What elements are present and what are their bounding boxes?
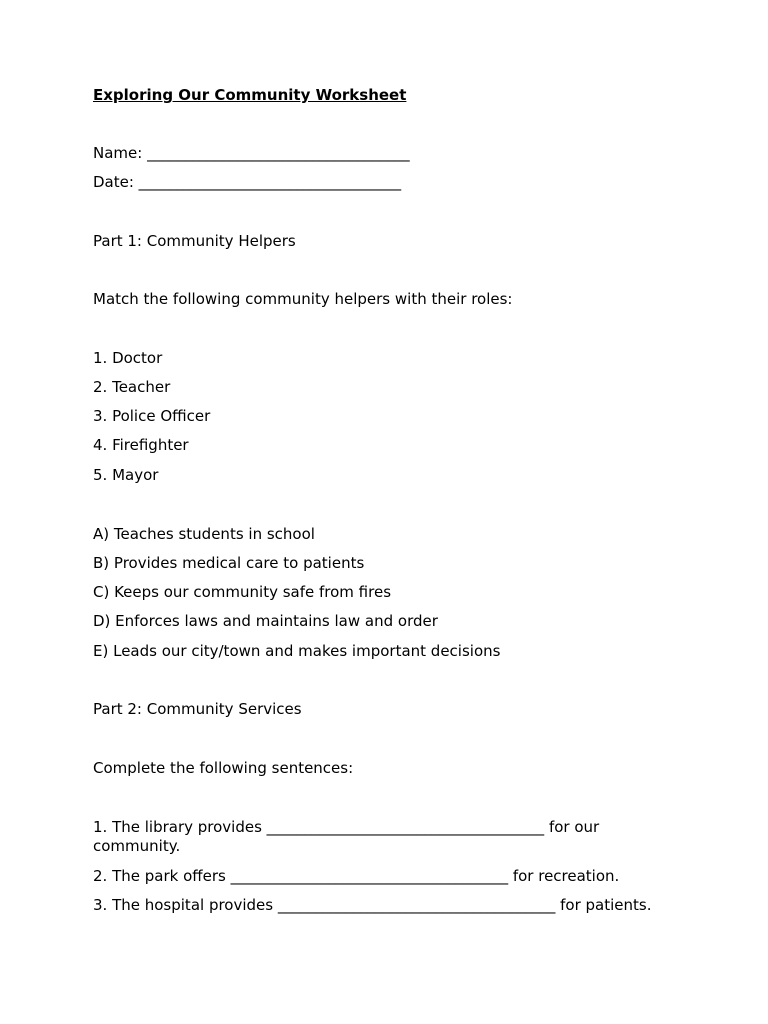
part2-instruction: Complete the following sentences: (93, 759, 354, 777)
worksheet-title: Exploring Our Community Worksheet (93, 86, 407, 104)
part2-heading: Part 2: Community Services (93, 700, 302, 718)
role-item: D) Enforces laws and maintains law and order (93, 612, 438, 630)
sentence-item: 3. The hospital provides _____________________________________ for patients. (93, 896, 652, 914)
role-item: C) Keeps our community safe from fires (93, 583, 392, 601)
role-item: B) Provides medical care to patients (93, 554, 365, 572)
helper-item: 2. Teacher (93, 378, 171, 396)
helper-item: 1. Doctor (93, 349, 163, 367)
sentence-item: 1. The library provides _____________________________________ for our community. (93, 818, 600, 855)
part1-heading: Part 1: Community Helpers (93, 232, 296, 250)
name-field: Name: ___________________________________ (93, 144, 410, 162)
helper-item: 3. Police Officer (93, 407, 211, 425)
helper-item: 5. Mayor (93, 466, 159, 484)
date-field: Date: ___________________________________ (93, 173, 402, 191)
helper-item: 4. Firefighter (93, 436, 189, 454)
part1-instruction: Match the following community helpers with their roles: (93, 290, 513, 308)
role-item: E) Leads our city/town and makes important decisions (93, 642, 501, 660)
sentence-item: 2. The park offers _____________________________________ for recreation. (93, 867, 620, 885)
role-item: A) Teaches students in school (93, 525, 315, 543)
